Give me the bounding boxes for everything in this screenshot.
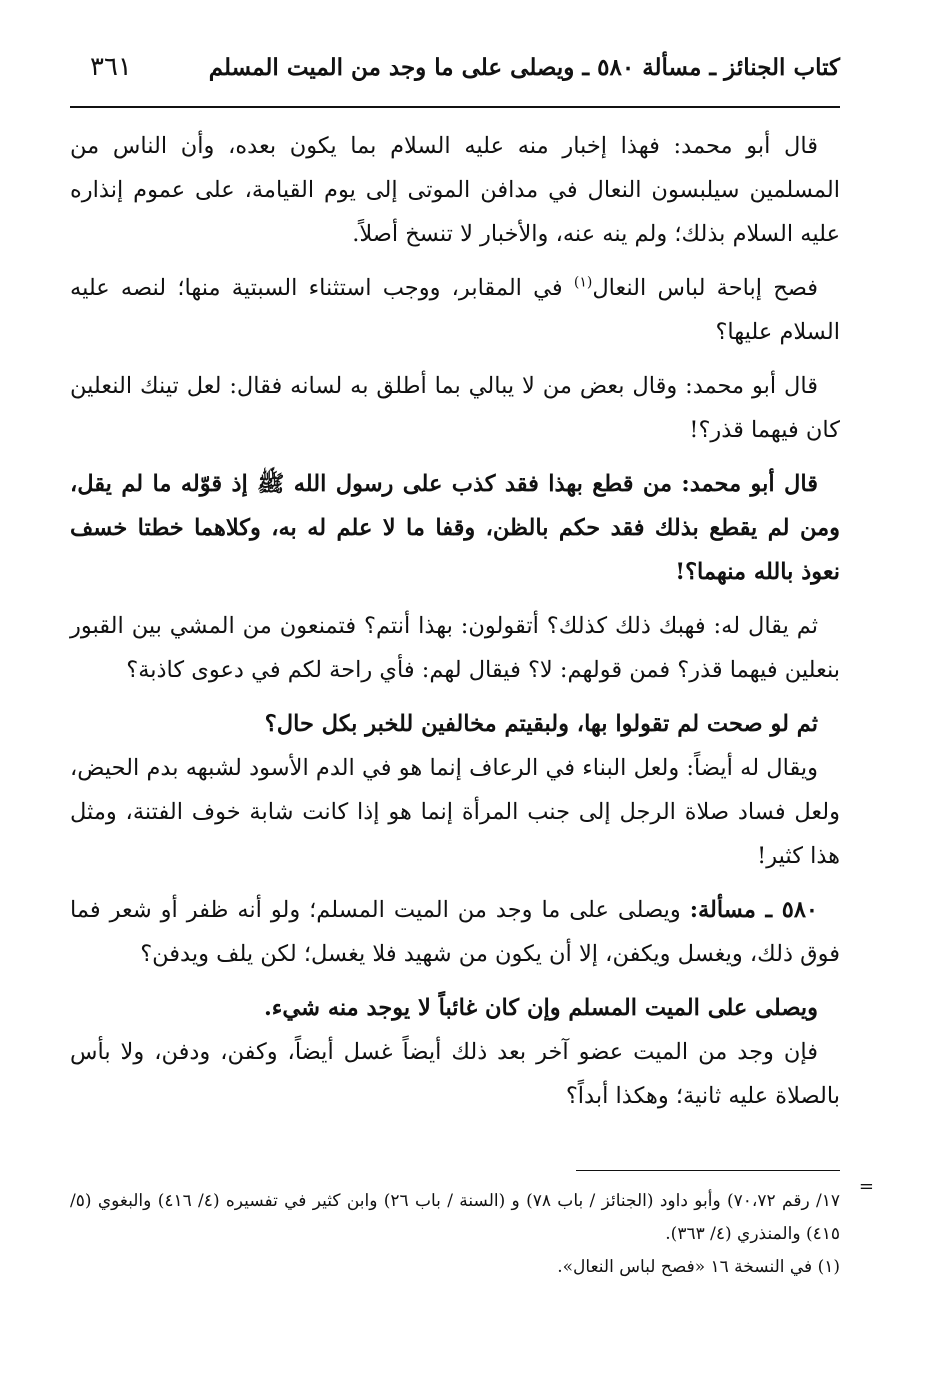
continuation-mark: = <box>858 1176 874 1197</box>
paragraph: قال أبو محمد: فهذا إخبار منه عليه السلام بما يكون بعده، وأن الناس من المسلمين سيلبسون النعال في مدافن الموتى إلى يوم القيامة، على عموم إنذاره عليه السلام بذلك؛ ولم ينه عنه، والأخبار لا تنسخ أصلاً. <box>70 133 840 247</box>
footnote-line: ١٧/ رقم ٧٠،٧٢) وأبو داود (الجنائز / باب ٧٨) و (السنة / باب ٢٦) وابن كثير في تفسيره (٤/ ٤١٦) والبغوي (٥/ ٤١٥) والمنذري (٤/ ٣٦٣). <box>70 1191 840 1244</box>
paragraph: ثم لو صحت لم تقولوا بها، ولبقيتم مخالفين للخبر بكل حال؟ <box>264 711 818 737</box>
footnote-marker: (١) <box>573 274 593 291</box>
paragraph-text: في المقابر، ووجب استثناء السبتية منها؛ لنصه عليه السلام عليها؟ <box>70 275 840 345</box>
header-title: كتاب الجنائز ـ مسألة ٥٨٠ ـ ويصلى على ما وجد من الميت المسلم <box>208 54 840 81</box>
paragraph: ثم يقال له: فهبك ذلك كذلك؟ أتقولون: بهذا أنتم؟ فتمنعون من المشي بين القبور بنعلين فيهما قذر؟ فمن قولهم: لا؟ فيقال لهم: فأي راحة لكم في دعوى كاذبة؟ <box>70 613 840 683</box>
paragraph <box>70 266 840 354</box>
paragraph-text: ويصلى على ما وجد من الميت المسلم؛ ولو أنه ظفر أو شعر فما فوق ذلك، ويغسل ويكفن، إلا أن يكون من شهيد فلا يغسل؛ لكن يلف ويدفن؟ <box>70 897 840 967</box>
running-header <box>70 52 840 108</box>
paragraph-text: فصح إباحة لباس النعال <box>592 275 818 301</box>
footnote-separator <box>576 1170 840 1171</box>
paragraph: ويقال له أيضاً: ولعل البناء في الرعاف إنما هو في الدم الأسود لشبهه بدم الحيض، ولعل فساد صلاة الرجل إلى جنب المرأة إنما هو إذا كانت شابة خوف الفتنة، ومثل هذا كثير! <box>70 755 840 869</box>
masala-paragraph <box>70 888 840 976</box>
paragraph: قال أبو محمد: من قطع بهذا فقد كذب على رسول الله ﷺ إذ قوّله ما لم يقل، ومن لم يقطع بذلك فقد حكم بالظن، وقفا ما لا علم له به، وكلاهما خطتا خسف نعوذ بالله منهما؟! <box>70 471 840 585</box>
page <box>70 52 840 1128</box>
page-number: ٣٦١ <box>90 52 132 82</box>
footnote-line: (١) في النسخة ١٦ «فصح لباس النعال». <box>557 1257 840 1277</box>
body-text <box>70 124 840 1118</box>
paragraph: فإن وجد من الميت عضو آخر بعد ذلك أيضاً غسل أيضاً، وكفن، ودفن، ولا بأس بالصلاة عليه ثانية؛ وهكذا أبداً؟ <box>70 1039 840 1109</box>
paragraph: ويصلى على الميت المسلم وإن كان غائباً لا يوجد منه شيء. <box>263 995 818 1021</box>
masala-label: ٥٨٠ ـ مسألة: <box>689 897 819 923</box>
footnotes <box>70 1170 874 1284</box>
paragraph: قال أبو محمد: وقال بعض من لا يبالي بما أطلق به لسانه فقال: لعل تينك النعلين كان فيهما قذر؟! <box>70 373 840 443</box>
